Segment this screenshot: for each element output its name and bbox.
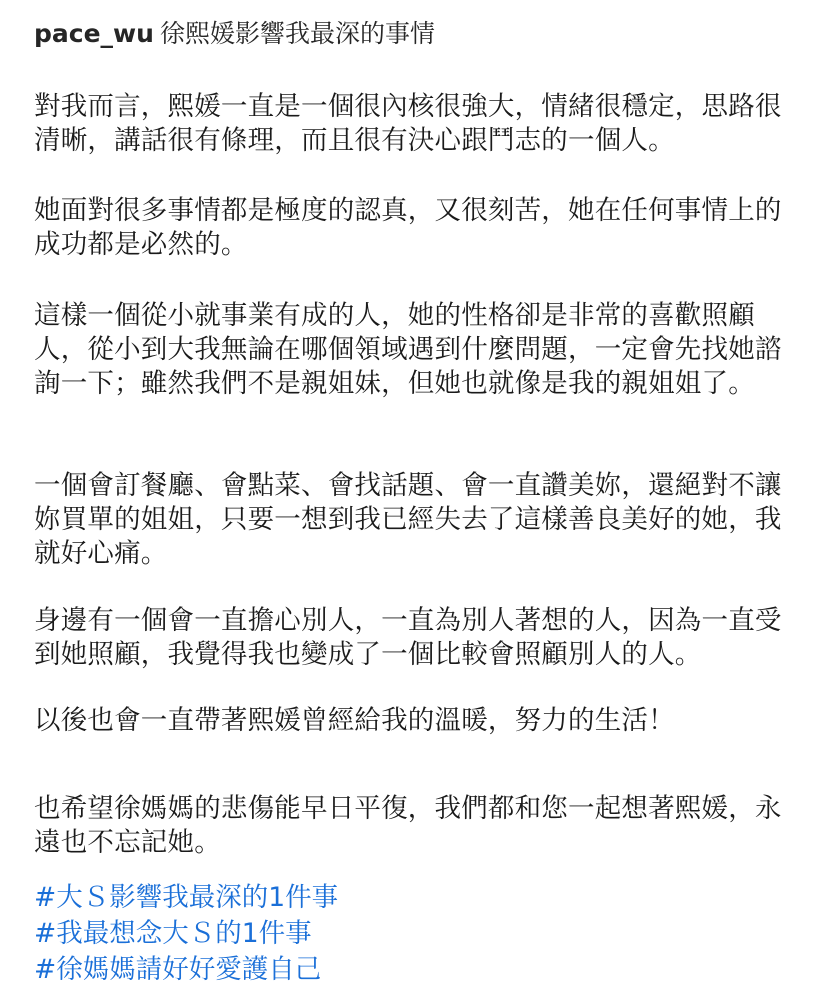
hashtag-list: [34, 880, 794, 988]
hashtag-link[interactable]: #徐媽媽請好好愛護自己: [34, 954, 322, 985]
caption-paragraph-6: 以後也會一直帶著熙媛曾經給我的溫暖，努力的生活！: [34, 705, 675, 736]
caption-paragraph-1: 對我而言，熙媛一直是一個很內核很強大，情緒很穩定，思路很清晰，講話很有條理，而且很有決心跟鬥志的一個人。: [34, 91, 782, 156]
caption-paragraph-7: 也希望徐媽媽的悲傷能早日平復，我們都和您一起想著熙媛，永遠也不忘記她。: [34, 793, 782, 858]
post-header: [34, 14, 794, 54]
caption-paragraph-4: 一個會訂餐廳、會點菜、會找話題、會一直讚美妳，還絕對不讓妳買單的姐姐，只要一想到我已經失去了這樣善良美好的她，我就好心痛。: [34, 470, 782, 569]
post-title: 徐熙媛影響我最深的事情: [159, 19, 435, 48]
username-link[interactable]: pace_wu: [34, 19, 154, 48]
caption-paragraph-5: 身邊有一個會一直擔心別人，一直為別人著想的人，因為一直受到她照顧，我覺得我也變成了一個比較會照顧別人的人。: [34, 605, 782, 670]
post-container: [34, 14, 794, 985]
caption-paragraph-2: 她面對很多事情都是極度的認真，又很刻苦，她在任何事情上的成功都是必然的。: [34, 195, 782, 260]
hashtag-link[interactable]: #大Ｓ影響我最深的1件事: [34, 882, 339, 913]
hashtag-link[interactable]: #我最想念大Ｓ的1件事: [34, 918, 312, 949]
caption-paragraph-3: 這樣一個從小就事業有成的人，她的性格卻是非常的喜歡照顧人，從小到大我無論在哪個領域遇到什麼問題，一定會先找她諮詢一下；雖然我們不是親姐妹，但她也就像是我的親姐姐了。: [34, 300, 782, 399]
